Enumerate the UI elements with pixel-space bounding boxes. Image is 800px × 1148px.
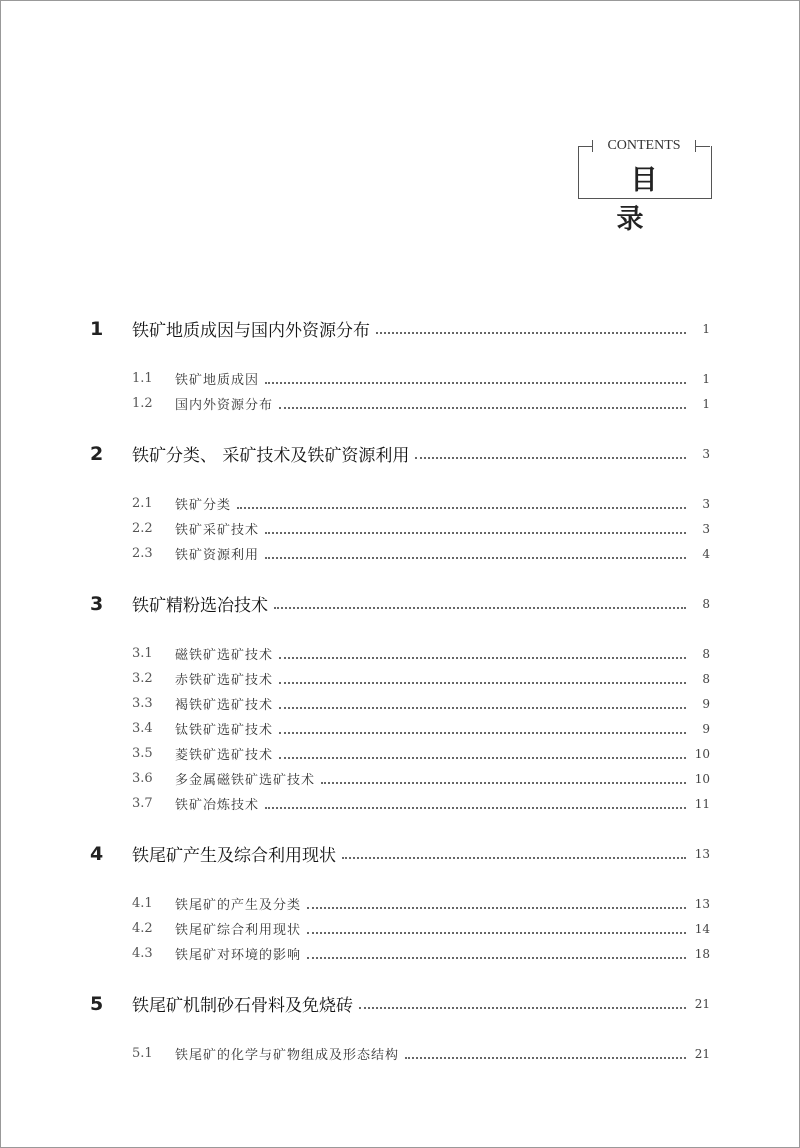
section-entry-title: 铁矿资源利用	[175, 548, 260, 563]
section-entry[interactable]	[0, 366, 800, 391]
dot-leader	[405, 1057, 686, 1059]
section-entry[interactable]	[0, 691, 800, 716]
section-entry-title: 钛铁矿选矿技术	[175, 723, 274, 738]
section-entry-title: 多金属磁铁矿选矿技术	[175, 773, 316, 788]
dot-leader	[307, 957, 686, 959]
section-entry-title: 铁矿地质成因	[175, 373, 260, 388]
dot-leader	[279, 657, 686, 659]
section-entry-number: 3.7	[132, 796, 153, 811]
contents-header	[578, 138, 710, 235]
section-entry-number: 2.1	[132, 496, 153, 511]
section-entry-title: 铁尾矿的产生及分类	[175, 898, 302, 913]
dot-leader	[342, 857, 686, 859]
dot-leader	[265, 807, 686, 809]
section-entry-number: 2.3	[132, 546, 153, 561]
chapter-entry-title: 铁矿地质成因与国内外资源分布	[132, 321, 370, 341]
dot-leader	[265, 382, 686, 384]
section-entry-number: 4.2	[132, 921, 153, 936]
section-entry-title: 褐铁矿选矿技术	[175, 698, 274, 713]
chapter-entry-page: 13	[694, 846, 710, 861]
section-entry[interactable]	[0, 891, 800, 916]
section-entry-page: 21	[694, 1046, 710, 1061]
section-entry-title: 铁尾矿的化学与矿物组成及形态结构	[175, 1048, 400, 1063]
chapter-entry-number: 4	[90, 842, 104, 865]
dot-leader	[359, 1007, 686, 1009]
dot-leader	[279, 732, 686, 734]
contents-title-zh: 目录	[616, 165, 686, 235]
section-entry-title: 磁铁矿选矿技术	[175, 648, 274, 663]
section-entry[interactable]	[0, 741, 800, 766]
section-entry-page: 1	[702, 371, 710, 386]
section-entry-page: 13	[694, 896, 710, 911]
chapter-entry[interactable]	[0, 441, 800, 466]
dot-leader	[376, 332, 686, 334]
section-entry[interactable]	[0, 1041, 800, 1066]
dot-leader	[279, 707, 686, 709]
section-entry[interactable]	[0, 916, 800, 941]
chapter-entry-page: 21	[694, 996, 710, 1011]
chapter-entry-title: 铁尾矿产生及综合利用现状	[132, 846, 336, 866]
section-entry-number: 2.2	[132, 521, 153, 536]
section-entry-title: 铁尾矿综合利用现状	[175, 923, 302, 938]
section-entry-number: 3.1	[132, 646, 153, 661]
section-entry-title: 菱铁矿选矿技术	[175, 748, 274, 763]
section-entry-number: 1.1	[132, 371, 153, 386]
dot-leader	[279, 682, 686, 684]
chapter-entry[interactable]	[0, 591, 800, 616]
chapter-entry[interactable]	[0, 991, 800, 1016]
dot-leader	[307, 907, 686, 909]
chapter-entry-title: 铁矿分类、 采矿技术及铁矿资源利用	[132, 446, 410, 466]
section-entry-title: 国内外资源分布	[175, 398, 274, 413]
section-entry-number: 3.6	[132, 771, 153, 786]
dot-leader	[265, 532, 686, 534]
dot-leader	[265, 557, 686, 559]
chapter-entry[interactable]	[0, 316, 800, 341]
section-entry-page: 3	[702, 521, 710, 536]
chapter-entry-number: 3	[90, 592, 104, 615]
section-entry-page: 18	[694, 946, 710, 961]
dot-leader	[307, 932, 686, 934]
section-entry-number: 1.2	[132, 396, 153, 411]
section-entry-page: 3	[702, 496, 710, 511]
section-entry-page: 8	[702, 671, 710, 686]
section-entry[interactable]	[0, 516, 800, 541]
section-entry[interactable]	[0, 491, 800, 516]
section-entry[interactable]	[0, 766, 800, 791]
chapter-entry-page: 3	[702, 446, 710, 461]
section-entry-number: 3.2	[132, 671, 153, 686]
chapter-entry-title: 铁矿精粉选冶技术	[132, 596, 268, 616]
chapter-entry-page: 8	[702, 596, 710, 611]
section-entry[interactable]	[0, 666, 800, 691]
section-entry[interactable]	[0, 391, 800, 416]
section-entry-page: 4	[702, 546, 710, 561]
chapter-entry-page: 1	[702, 321, 710, 336]
dot-leader	[279, 407, 686, 409]
chapter-entry-number: 2	[90, 442, 104, 465]
section-entry-number: 5.1	[132, 1046, 153, 1061]
table-of-contents	[0, 316, 800, 1066]
section-entry-number: 3.5	[132, 746, 153, 761]
dot-leader	[279, 757, 686, 759]
dot-leader	[274, 607, 686, 609]
chapter-entry-number: 5	[90, 992, 104, 1015]
section-entry[interactable]	[0, 641, 800, 666]
dot-leader	[237, 507, 686, 509]
section-entry-page: 14	[694, 921, 710, 936]
section-entry[interactable]	[0, 541, 800, 566]
section-entry-title: 铁矿分类	[175, 498, 232, 513]
section-entry-page: 11	[694, 796, 710, 811]
section-entry-title: 铁矿冶炼技术	[175, 798, 260, 813]
section-entry-number: 4.1	[132, 896, 153, 911]
dot-leader	[321, 782, 686, 784]
section-entry-page: 8	[702, 646, 710, 661]
section-entry-title: 赤铁矿选矿技术	[175, 673, 274, 688]
section-entry-number: 3.4	[132, 721, 153, 736]
section-entry-page: 10	[694, 771, 710, 786]
section-entry[interactable]	[0, 716, 800, 741]
section-entry[interactable]	[0, 941, 800, 966]
dot-leader	[415, 457, 686, 459]
section-entry-number: 4.3	[132, 946, 153, 961]
section-entry-page: 10	[694, 746, 710, 761]
section-entry-title: 铁尾矿对环境的影响	[175, 948, 302, 963]
chapter-entry[interactable]	[0, 841, 800, 866]
section-entry-number: 3.3	[132, 696, 153, 711]
section-entry-page: 1	[702, 396, 710, 411]
section-entry-title: 铁矿采矿技术	[175, 523, 260, 538]
section-entry-page: 9	[702, 696, 710, 711]
section-entry[interactable]	[0, 791, 800, 816]
section-entry-page: 9	[702, 721, 710, 736]
chapter-entry-number: 1	[90, 317, 104, 340]
chapter-entry-title: 铁尾矿机制砂石骨料及免烧砖	[132, 996, 353, 1016]
contents-title-en: CONTENTS	[607, 138, 681, 153]
